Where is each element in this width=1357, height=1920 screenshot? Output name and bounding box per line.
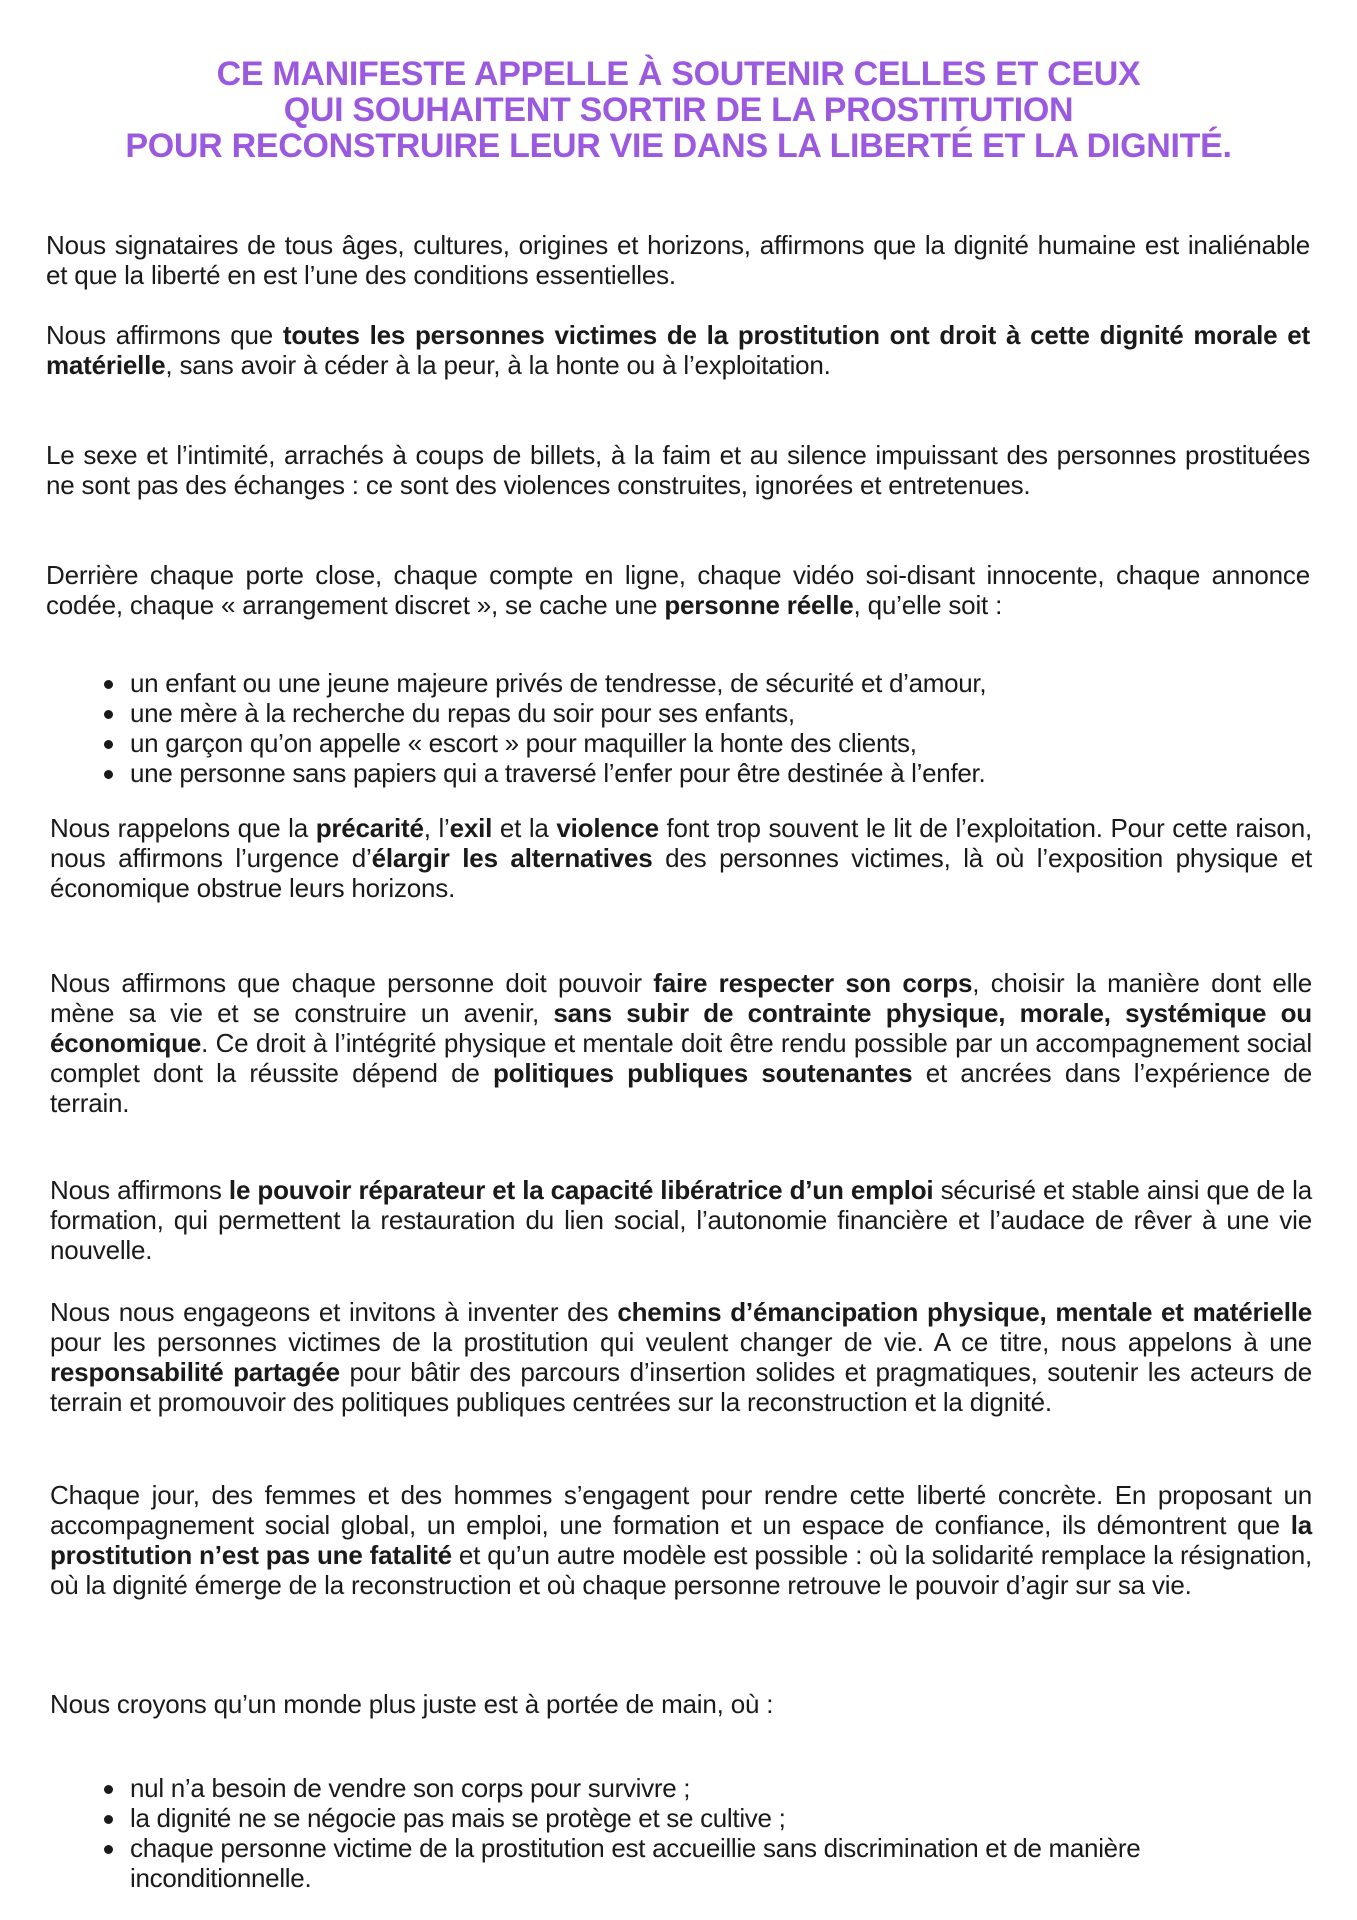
text-segment: Nous rappelons que la	[50, 813, 316, 843]
text-segment: et qu’un autre modèle est possible : où la solidarité remplace la résignation, où la dignité émerge de la reconstruction et où chaque personne retrouve le pouvoir d’agir sur sa vie.	[50, 1540, 1312, 1600]
text-segment: , sans avoir à céder à la peur, à la honte ou à l’exploitation.	[165, 350, 831, 380]
text-segment: , choisir la manière dont elle mène sa vie et se construire un avenir,	[50, 968, 1313, 1028]
list-item-text: la dignité ne se négocie pas mais se protège et se cultive ;	[130, 1803, 786, 1833]
text-segment: Derrière chaque porte close, chaque compte en ligne, chaque vidéo soi-disant innocente, chaque annonce codée, chaque « arrangement discret », se cache une	[46, 560, 1310, 620]
bold-segment: personne réelle	[664, 590, 854, 620]
text-segment: pour bâtir des parcours d’insertion solides et pragmatiques, soutenir les acteurs de terrain et promouvoir des politiques publiques centrées sur la reconstruction et la dignité.	[50, 1357, 1312, 1417]
text-segment: , qu’elle soit :	[853, 590, 1003, 620]
paragraph-text: Nous croyons qu’un monde plus juste est à portée de main, où :	[50, 1689, 774, 1719]
list-item-text: un garçon qu’on appelle « escort » pour maquiller la honte des clients,	[130, 728, 917, 758]
text-segment: Nous nous engageons et invitons à inventer des	[50, 1297, 618, 1327]
paragraph-commitment	[50, 1297, 1312, 1417]
paragraph-behind-doors	[46, 560, 1310, 620]
bold-segment: chemins d’émancipation physique, mentale et matérielle	[617, 1297, 1313, 1327]
bold-segment: toutes les personnes victimes de la prostitution ont droit à cette dignité morale et matérielle	[46, 320, 1310, 380]
list-item-text: une personne sans papiers qui a traversé l’enfer pour être destinée à l’enfer.	[130, 758, 986, 788]
paragraph-text: Nous signataires de tous âges, cultures, origines et horizons, affirmons que la dignité humaine est inaliénable et que la liberté en est l’une des conditions essentielles.	[46, 230, 1310, 290]
text-segment: pour les personnes victimes de la prostitution qui veulent changer de vie. A ce titre, nous appelons à une	[50, 1327, 1312, 1357]
bullet-icon	[104, 770, 113, 779]
text-segment: font trop souvent le lit de l’exploitation. Pour cette raison, nous affirmons l’urgence d’	[50, 813, 1312, 873]
text-segment: Nous affirmons que chaque personne doit pouvoir	[50, 968, 654, 998]
text-segment: Nous affirmons	[50, 1175, 229, 1205]
bullet-icon	[104, 680, 113, 689]
bullet-icon	[104, 1785, 113, 1794]
paragraph-violence	[46, 440, 1310, 500]
list-item-text: une mère à la recherche du repas du soir pour ses enfants,	[130, 698, 795, 728]
bullet-icon	[104, 710, 113, 719]
paragraph-text: Le sexe et l’intimité, arrachés à coups de billets, à la faim et au silence impuissant des personnes prostituées ne sont pas des échanges : ce sont des violences construites, ignorées et entretenues.	[46, 440, 1310, 500]
paragraph-employment	[50, 1175, 1312, 1265]
text-segment: et ancrées dans l’expérience de terrain.	[50, 1058, 1312, 1118]
bold-segment: violence	[556, 813, 659, 843]
bold-segment: précarité	[315, 813, 424, 843]
paragraph-precarity	[50, 813, 1312, 903]
bold-segment: le pouvoir réparateur et la capacité libératrice d’un emploi	[228, 1175, 934, 1205]
text-segment: sécurisé et stable ainsi que de la formation, qui permettent la restauration du lien social, l’autonomie financière et l’audace de rêver à une vie nouvelle.	[50, 1175, 1313, 1265]
bullet-icon	[104, 740, 113, 749]
title-line-2: QUI SOUHAITENT SORTIR DE LA PROSTITUTION	[283, 91, 1074, 129]
list-item	[100, 1773, 1290, 1803]
list-item	[100, 1833, 1290, 1893]
list-item-text: nul n’a besoin de vendre son corps pour survivre ;	[130, 1773, 691, 1803]
paragraph-rights	[46, 320, 1310, 380]
bold-segment: sans subir de contrainte physique, morale, systémique ou économique	[50, 998, 1312, 1058]
paragraph-everyday	[50, 1480, 1312, 1600]
victims-list	[100, 668, 986, 788]
text-segment: et la	[492, 813, 557, 843]
bold-segment: faire respecter son corps	[653, 968, 973, 998]
list-item	[100, 698, 986, 728]
list-item-text: chaque personne victime de la prostitution est accueillie sans discrimination et de manière inconditionnelle.	[130, 1833, 1141, 1893]
list-item-text: un enfant ou une jeune majeure privés de tendresse, de sécurité et d’amour,	[130, 668, 987, 698]
bold-segment: la prostitution n’est pas une fatalité	[50, 1510, 1312, 1570]
paragraph-body-respect	[50, 968, 1312, 1118]
title-line-1: CE MANIFESTE APPELLE À SOUTENIR CELLES ET CEUX	[216, 55, 1141, 93]
paragraph-dignity	[46, 230, 1310, 290]
text-segment: . Ce droit à l’intégrité physique et mentale doit être rendu possible par un accompagnement social complet dont la réussite dépend de	[50, 1028, 1312, 1088]
world-list	[100, 1773, 1290, 1893]
bullet-icon	[104, 1845, 113, 1854]
manifesto-title	[0, 56, 1357, 164]
paragraph-belief	[50, 1689, 1312, 1719]
list-item	[100, 668, 986, 698]
bold-segment: politiques publiques soutenantes	[492, 1058, 913, 1088]
text-segment: Chaque jour, des femmes et des hommes s’engagent pour rendre cette liberté concrète. En proposant un accompagnement social global, un emploi, une formation et un espace de confiance, ils démontrent que	[50, 1480, 1312, 1540]
text-segment: , l’	[423, 813, 450, 843]
bullet-icon	[104, 1815, 113, 1824]
bold-segment: élargir les alternatives	[371, 843, 653, 873]
bold-segment: exil	[449, 813, 493, 843]
list-item	[100, 1803, 1290, 1833]
text-segment: Nous affirmons que	[46, 320, 283, 350]
list-item	[100, 758, 986, 788]
title-line-3: POUR RECONSTRUIRE LEUR VIE DANS LA LIBERTÉ ET LA DIGNITÉ.	[125, 127, 1232, 165]
bold-segment: responsabilité partagée	[50, 1357, 340, 1387]
list-item	[100, 728, 986, 758]
text-segment: des personnes victimes, là où l’exposition physique et économique obstrue leurs horizons.	[50, 843, 1312, 903]
